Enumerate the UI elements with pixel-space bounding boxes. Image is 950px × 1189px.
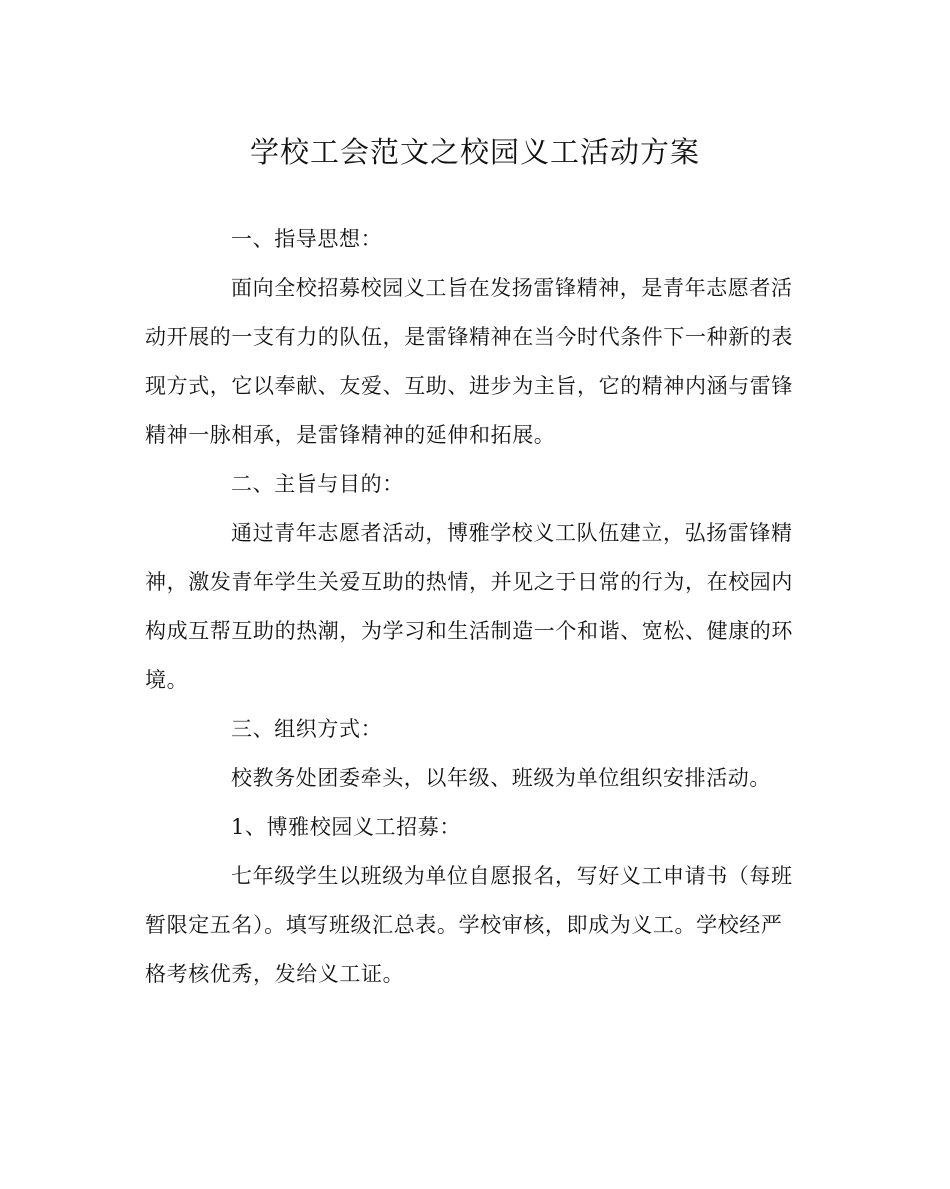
section-heading-purpose: 二、主旨与目的：: [231, 472, 404, 496]
paragraph-line: 通过青年志愿者活动，博雅学校义工队伍建立，弘扬雷锋精: [231, 521, 793, 545]
paragraph-line: 现方式，它以奉献、友爱、互助、进步为主旨，它的精神内涵与雷锋: [145, 374, 793, 398]
paragraph-line: 暂限定五名）。填写班级汇总表。学校审核，即成为义工。学校经严: [145, 913, 783, 937]
paragraph-line: 精神一脉相承，是雷锋精神的延伸和拓展。: [145, 423, 556, 447]
section-heading-organization: 三、组织方式：: [231, 717, 383, 741]
document-body: [145, 215, 803, 999]
paragraph-line: 面向全校招募校园义工旨在发扬雷锋精神，是青年志愿者活: [231, 276, 793, 300]
paragraph-line: 校教务处团委牵头，以年级、班级为单位组织安排活动。: [231, 766, 771, 790]
paragraph-line: 动开展的一支有力的队伍，是雷锋精神在当今时代条件下一种新的表: [145, 325, 793, 349]
paragraph-line: 境。: [145, 668, 189, 692]
section-heading-guiding-ideology: 一、指导思想：: [231, 227, 383, 251]
paragraph-line: 七年级学生以班级为单位自愿报名，写好义工申请书（每班: [231, 864, 793, 888]
page-title: 学校工会范文之校园义工活动方案: [249, 135, 700, 169]
paragraph-line: 构成互帮互助的热潮，为学习和生活制造一个和谐、宽松、健康的环: [145, 619, 793, 643]
paragraph-line: 神，激发青年学生关爱互助的热情，并见之于日常的行为，在校园内: [145, 570, 793, 594]
paragraph-line: 格考核优秀，发给义工证。: [145, 962, 405, 986]
subheading-recruitment: 1、博雅校园义工招募：: [231, 815, 461, 839]
